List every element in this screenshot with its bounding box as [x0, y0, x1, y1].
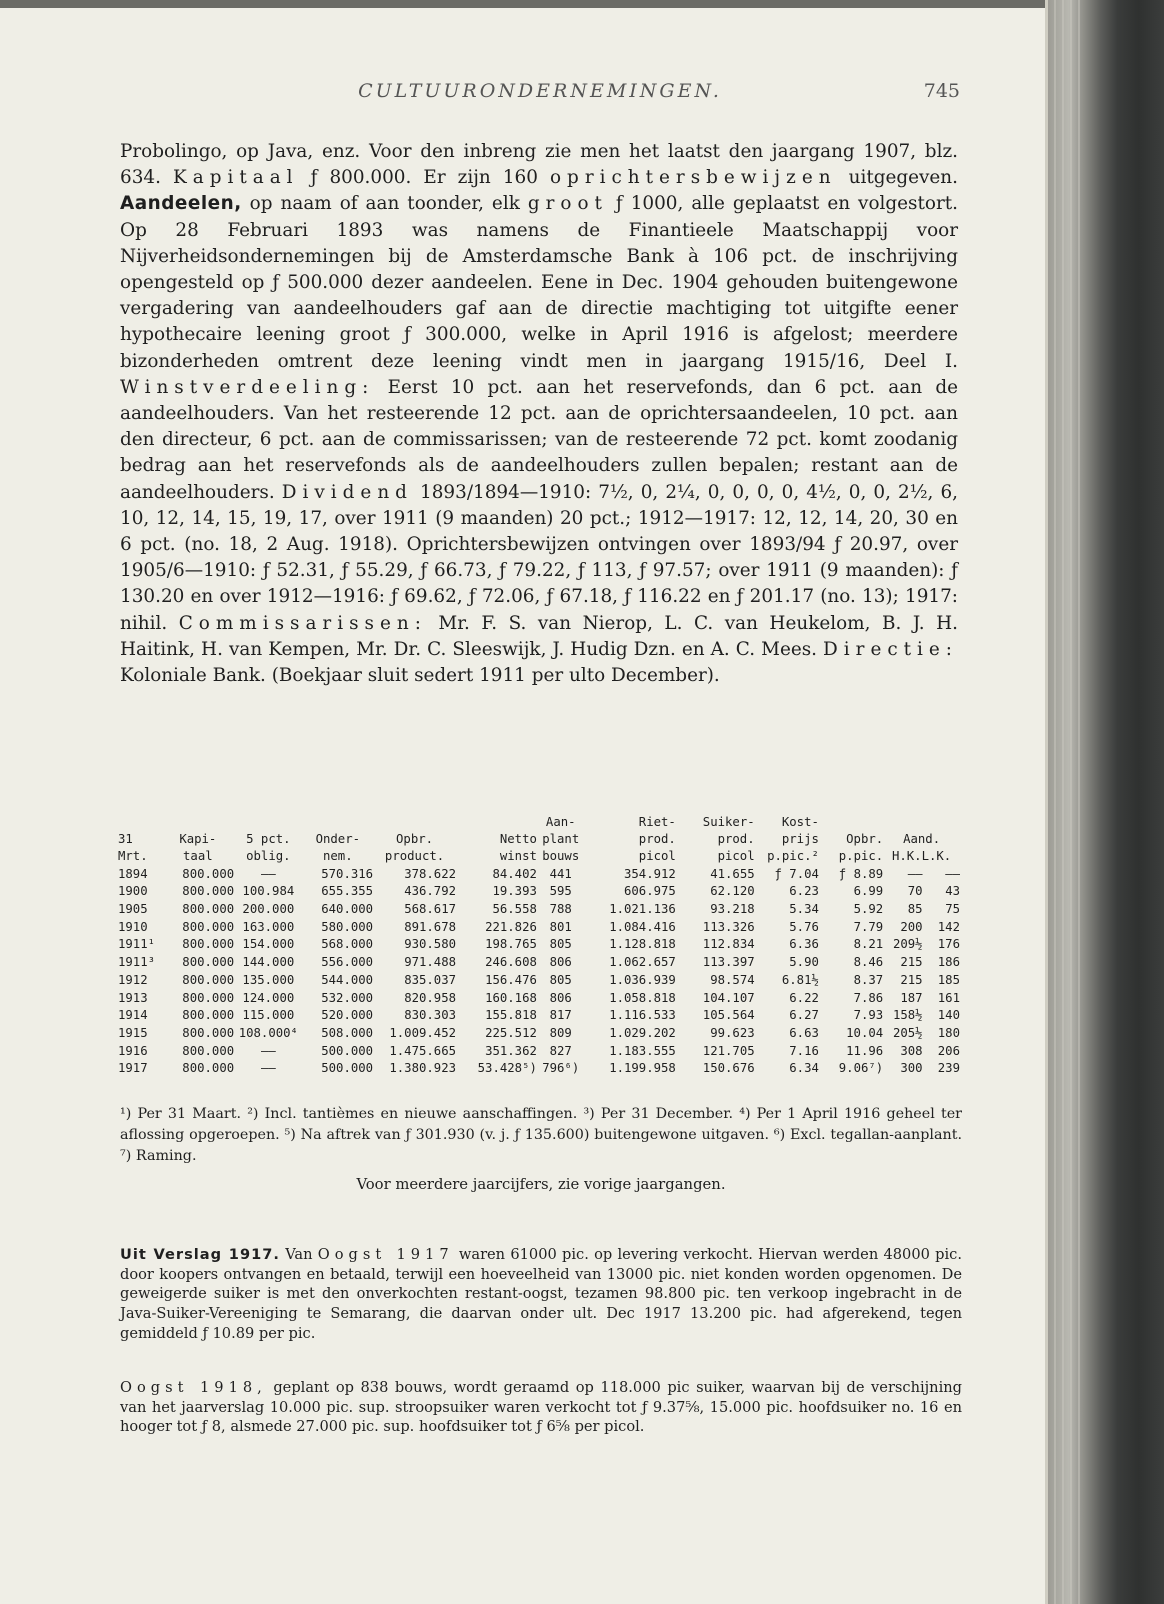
table-cell: 6.23 [789, 884, 819, 899]
oogst-1917-label: Oogst 1917 [317, 1246, 454, 1263]
table-cell: 971.488 [404, 955, 457, 970]
text-segment: geplant op 838 bouws, wordt geraamd op 118.000 pic suiker, waarvan bij de verschijning van het jaarverslag 10.000 pic. sup. stroopsuiker waren verkocht tot ƒ 9.37⅝, 15.000 pic. hoofdsuiker no. 16 en hooger tot ƒ 8, alsmede 27.000 pic. sup. hoofdsuiker tot ƒ 6⅝ per picol. [120, 1379, 962, 1436]
table-cell: 1.036.939 [609, 972, 676, 987]
table-cell: 75 [945, 902, 960, 917]
table-cell: 1917 [118, 1061, 148, 1076]
page-number: 745 [923, 80, 960, 102]
table-cell: 800.000 [182, 1043, 235, 1058]
table-cell: 351.362 [485, 1043, 537, 1058]
table-cell: —— [907, 866, 923, 881]
table-cell: 1913 [118, 990, 148, 1005]
table-cell: 1.475.665 [389, 1043, 457, 1058]
table-cell: 155.818 [485, 1008, 537, 1023]
table-cell: 830.303 [404, 1008, 457, 1023]
table-cell: 806 [549, 955, 572, 970]
table-cell: 7.16 [789, 1043, 819, 1058]
directie-label: Directie: [823, 638, 958, 660]
table-header-cell [819, 812, 883, 829]
running-title: CULTUURONDERNEMINGEN. [358, 80, 722, 102]
text-segment: Eerst 10 pct. aan het reservefonds, dan 6 pct. aan de aandeelhouders. Van het resteerende 12 pct. aan de oprichtersaandeelen, 10 pct. aan den directeur, 6 pct. aan de commissarissen; van de resteerende 72 pct. komt zoodanig bedrag aan het reservefonds als de aandeelhouders zullen bepalen; restant aan de aandeelhouders. [120, 376, 958, 503]
table-cell: ƒ 7.04 [774, 866, 819, 881]
table-header-cell: bouws [542, 849, 580, 863]
oprichtersbewijzen-label: oprichtersbewijzen [549, 167, 837, 189]
table-cell: 150.676 [702, 1061, 755, 1076]
table-cell: 508.000 [321, 1025, 374, 1040]
table-cell: 1.199.958 [609, 1061, 676, 1076]
table-cell: 154.000 [242, 937, 295, 952]
table-cell: 1905 [118, 902, 148, 917]
table-cell: 113.326 [702, 919, 755, 934]
table-cell: 144.000 [242, 955, 295, 970]
table-header-cell: 5 pct. [246, 832, 291, 846]
table-row [118, 987, 960, 1005]
table-cell: 6.36 [789, 937, 819, 952]
table-cell: 93.218 [710, 902, 755, 917]
table-cell: 5.76 [789, 919, 819, 934]
table-cell: 800.000 [182, 866, 235, 881]
table-cell: 800.000 [182, 990, 235, 1005]
table-header-cell: Kapi- [179, 832, 217, 846]
table-cell: 835.037 [404, 972, 457, 987]
table-cell: 215 [900, 955, 923, 970]
table-cell: 520.000 [321, 1008, 374, 1023]
table-header-row [118, 846, 960, 863]
table-cell: 500.000 [321, 1043, 374, 1058]
table-header-cell: Mrt. [118, 849, 148, 863]
table-row [118, 1058, 960, 1076]
table-cell: 800.000 [182, 972, 235, 987]
table-cell: 115.000 [242, 1008, 295, 1023]
book-edge [1048, 0, 1164, 1604]
table-cell: 1.058.818 [609, 990, 676, 1005]
table-cell: 1910 [118, 919, 148, 934]
table-cell: —— [260, 866, 276, 881]
table-cell: 809 [549, 1025, 572, 1040]
table-cell: 7.86 [853, 990, 884, 1005]
table-cell: 10.04 [846, 1025, 884, 1040]
table-cell: 1.021.136 [609, 902, 676, 917]
table-cell: 640.000 [321, 902, 374, 917]
table-cell: 800.000 [182, 1025, 235, 1040]
text-segment: ƒ 800.000. Er zijn 160 [298, 167, 550, 189]
table-header-cell: picol [717, 849, 755, 863]
table-header-cell: Netto [499, 832, 537, 846]
table-cell: 800.000 [182, 1061, 235, 1076]
annual-figures-table [118, 812, 960, 1075]
table-header-cell: Opbr. [396, 832, 434, 846]
table-cell: 1.183.555 [609, 1043, 676, 1058]
table-cell: 570.316 [321, 866, 374, 881]
table-cell: 158½ [892, 1008, 923, 1023]
table-cell: 378.622 [404, 866, 457, 881]
table-cell: 1915 [118, 1025, 148, 1040]
table-cell: 209½ [892, 937, 923, 952]
table-cell: 8.37 [853, 972, 884, 987]
text-segment: Probolingo, op Java, enz. Voor den inbreng zie men het laatst den jaargang 1907, blz. 634. [120, 141, 958, 189]
table-cell: —— [260, 1061, 276, 1076]
table-cell: 796⁶) [542, 1061, 580, 1076]
table-cell: 6.22 [789, 990, 819, 1005]
table-cell: 595 [549, 884, 572, 899]
table-cell: 215 [900, 972, 923, 987]
table-cell: 160.168 [485, 990, 537, 1005]
table-row [118, 969, 960, 987]
table-cell: 606.975 [624, 884, 676, 899]
table-cell: 200 [900, 919, 923, 934]
commissarissen-label: Commissarissen: [178, 612, 427, 634]
table-cell: 62.120 [710, 884, 755, 899]
table-header-cell: Kost- [781, 815, 819, 829]
table-cell: 206 [937, 1043, 960, 1058]
table-cell: 800.000 [182, 919, 235, 934]
table-header-cell: prod. [638, 832, 676, 846]
table-header-cell: prod. [717, 832, 755, 846]
table-cell: 1911³ [118, 955, 156, 970]
table-cell: 56.558 [492, 902, 537, 917]
table-header-cell: product. [384, 849, 445, 863]
table-cell: 163.000 [242, 919, 295, 934]
table-cell: 308 [900, 1043, 923, 1058]
table-cell: 5.92 [853, 902, 884, 917]
table-header-cell [456, 812, 537, 829]
table-cell: 1.128.818 [609, 937, 676, 952]
table-cell: 113.397 [702, 955, 755, 970]
table-header-cell: Opbr. [846, 832, 884, 846]
table-header-cell [373, 812, 456, 829]
table-row [118, 951, 960, 969]
table-cell: 121.705 [702, 1043, 755, 1058]
table-cell: 187 [900, 990, 923, 1005]
table-cell: 930.580 [404, 937, 457, 952]
table-cell: 246.608 [485, 955, 537, 970]
table-cell: 6.34 [789, 1061, 819, 1076]
table-cell: 108.000⁴ [238, 1025, 298, 1040]
table-cell: 200.000 [242, 902, 295, 917]
table-header-cell: H.K.L.K. [891, 849, 952, 863]
table-header-cell: oblig. [246, 849, 291, 863]
table-cell: 568.000 [321, 937, 374, 952]
table-cell: 5.90 [789, 955, 819, 970]
table-cell: 1911¹ [118, 937, 156, 952]
table-header-cell [118, 812, 162, 829]
table-cell: 827 [549, 1043, 572, 1058]
table-cell: 1.116.533 [609, 1008, 676, 1023]
groot-label: groot [527, 193, 608, 215]
table-header-cell [883, 812, 960, 829]
table-cell: 11.96 [846, 1043, 884, 1058]
table-cell: 239 [937, 1061, 960, 1076]
table-cell: ƒ 8.89 [838, 866, 884, 881]
table-row [118, 1005, 960, 1023]
kapitaal-label: Kapitaal [173, 167, 299, 189]
table-cell: 112.834 [702, 937, 755, 952]
table-cell: 1.062.657 [609, 955, 676, 970]
table-header-row [118, 812, 960, 829]
table-cell: 800.000 [182, 1008, 235, 1023]
oogst-1918-label: Oogst 1918, [120, 1379, 267, 1396]
table-cell: 7.79 [853, 919, 884, 934]
table-cell: 225.512 [485, 1025, 537, 1040]
report-1917 [120, 1245, 962, 1344]
table-cell: 1.029.202 [609, 1025, 676, 1040]
table-cell: 800.000 [182, 884, 235, 899]
table-cell: 41.655 [710, 866, 755, 881]
table-footnotes: ¹) Per 31 Maart. ²) Incl. tantièmes en nieuwe aanschaffingen. ³) Per 31 December. ⁴) Per 1 April 1916 geheel ter aflossing opgeroepen. ⁵) Na aftrek van ƒ 301.930 (v. j. ƒ 135.600) buitengewone uitgaven. ⁶) Excl. tegallan-aanplant. ⁷) Raming. [120, 1106, 962, 1164]
table-cell: 221.826 [485, 919, 537, 934]
table-cell: 580.000 [321, 919, 374, 934]
table-cell: 124.000 [242, 990, 295, 1005]
table-header-cell: Onder- [315, 832, 361, 846]
company-description [120, 139, 958, 689]
top-edge [0, 0, 1045, 8]
table-cell: 788 [549, 902, 572, 917]
text-segment: Van [279, 1246, 318, 1263]
table-header-cell [303, 812, 374, 829]
table-header-cell: winst [499, 849, 537, 863]
table-cell: 500.000 [321, 1061, 374, 1076]
table-cell: 805 [549, 937, 572, 952]
oogst-1918 [120, 1378, 962, 1437]
text-segment: Mr. F. S. van Nierop, L. C. van Heukelom, B. J. H. Haitink, H. van Kempen, Mr. Dr. C. Sleeswijk, J. Hudig Dzn. en A. C. Mees. [120, 612, 958, 660]
table-header-cell: plant [542, 832, 580, 846]
table-cell: 817 [549, 1008, 572, 1023]
table-cell: 655.355 [321, 884, 374, 899]
table-row [118, 934, 960, 952]
table-cell: 1900 [118, 884, 148, 899]
table-cell: —— [260, 1043, 276, 1058]
table-row [118, 1022, 960, 1040]
table-header-cell: prijs [781, 832, 819, 846]
table-cell: 99.623 [710, 1025, 755, 1040]
table-cell: 556.000 [321, 955, 374, 970]
table-row [118, 898, 960, 916]
aandeelen-label: Aandeelen, [120, 193, 242, 215]
text-segment: ƒ 1000, alle geplaatst en volgestort. Op 28 Februari 1893 was namens de Finantieele Maatschappij voor Nijverheidsondernemingen bij de Amsterdamsche Bank à 106 pct. de inschrijving opengesteld op ƒ 500.000 dezer aandeelen. Eene in Dec. 1904 gehouden buitengewone vergadering van aandeelhouders gaf aan de directie machtiging tot uitgifte eener hypothecaire leening groot ƒ 300.000, welke in April 1916 is afgelost; meerdere bizonderheden omtrent deze leening vindt men in jaargang 1915/16, Deel I. [120, 193, 958, 372]
text-segment: Koloniale Bank. (Boekjaar sluit sedert 1911 per ulto December). [120, 665, 720, 687]
table-cell: 891.678 [404, 919, 457, 934]
table-header-cell: taal [183, 849, 213, 863]
table-header-cell: p.pic. [838, 849, 884, 863]
table-cell: 1912 [118, 972, 148, 987]
table-cell: 6.99 [853, 884, 884, 899]
table-cell: 7.93 [853, 1008, 884, 1023]
table-cell: 156.476 [485, 972, 537, 987]
table-cell: 1.084.416 [609, 919, 676, 934]
table-cell: 161 [937, 990, 960, 1005]
table-header-row [118, 829, 960, 846]
table-header-cell: Aand. [903, 832, 941, 846]
table-cell: 801 [549, 919, 572, 934]
table-cell: 441 [549, 866, 572, 881]
table-row [118, 916, 960, 934]
table-cell: 6.27 [789, 1008, 819, 1023]
table-header-cell [162, 812, 235, 829]
table-cell: 135.000 [242, 972, 295, 987]
table-cell: 8.46 [853, 955, 884, 970]
table-cell: 800.000 [182, 955, 235, 970]
table-cell: 100.984 [242, 884, 295, 899]
table-cell: 180 [937, 1025, 960, 1040]
table-cell: 19.393 [492, 884, 537, 899]
table-cell: 205½ [892, 1025, 923, 1040]
table-row [118, 1040, 960, 1058]
table-cell: 806 [549, 990, 572, 1005]
table-cell: 104.107 [702, 990, 755, 1005]
table-cell: 142 [937, 919, 960, 934]
table-cell: 198.765 [485, 937, 537, 952]
table-header-cell: Aan- [545, 815, 576, 829]
table-cell: 800.000 [182, 937, 235, 952]
table-cell: 568.617 [404, 902, 457, 917]
table-cell: 436.792 [404, 884, 457, 899]
table-cell: 53.428⁵) [477, 1061, 537, 1076]
table-cell: 1.380.923 [389, 1061, 457, 1076]
table-cell: 1.009.452 [389, 1025, 457, 1040]
table-cell: 532.000 [321, 990, 374, 1005]
table-cell: 5.34 [789, 902, 819, 917]
table-cell: 70 [907, 884, 923, 899]
winstverdeeling-label: Winstverdeeling: [120, 376, 375, 398]
table-cell: 1916 [118, 1043, 148, 1058]
table-cell: 805 [549, 972, 572, 987]
table-cell: 800.000 [182, 902, 235, 917]
table-cell: 186 [937, 955, 960, 970]
table-cell: 43 [945, 884, 960, 899]
table-header-cell: nem. [323, 849, 353, 863]
text-segment: waren 61000 pic. op levering verkocht. Hiervan werden 48000 pic. door koopers ontvangen en betaald, terwijl een hoeveelheid van 13000 pic. niet konden worden opgenomen. De geweigerde suiker is met den onverkochten restant-oogst, tezamen 98.800 pic. ten verkoop ingebracht in de Java-Suiker-Vereeniging te Semarang, die daarvan onder ult. Dec 1917 13.200 pic. had afgerekend, tegen gemiddeld ƒ 10.89 per pic. [120, 1246, 962, 1342]
table-cell: 105.564 [702, 1008, 755, 1023]
table-cell: 1914 [118, 1008, 148, 1023]
table-header-cell: p.pic.² [767, 849, 819, 863]
table-header-cell: picol [638, 849, 676, 863]
table-cell: 1894 [118, 866, 148, 881]
text-segment: uitgegeven. [836, 167, 958, 189]
table-cell: 6.81½ [781, 972, 819, 987]
table-cell: 176 [937, 937, 960, 952]
report-heading: Uit Verslag 1917. [120, 1246, 280, 1263]
text-segment: 1893/1894—1910: 7½, 0, 2¼, 0, 0, 0, 0, 4½, 0, 0, 2½, 6, 10, 12, 14, 15, 19, 17, over 1911 (9 maanden) 20 pct.; 1912—1917: 12, 12, 14, 20, 30 en 6 pct. (no. 18, 2 Aug. 1918). Oprichtersbewijzen ontvingen over 1893/94 ƒ 20.97, over 1905/6—1910: ƒ 52.31, ƒ 55.29, ƒ 66.73, ƒ 79.22, ƒ 113, ƒ 97.57; over 1911 (9 maanden): ƒ 130.20 en over 1912—1916: ƒ 69.62, ƒ 72.06, ƒ 67.18, ƒ 116.22 en ƒ 201.17 (no. 13); 1917: nihil. [120, 481, 958, 634]
table-cell: 354.912 [624, 866, 676, 881]
dividend-label: Dividend [281, 481, 413, 503]
table-cell: 85 [907, 902, 923, 917]
table-cell: 820.958 [404, 990, 457, 1005]
table-header-cell: Riet- [638, 815, 676, 829]
table-cell: 98.574 [710, 972, 755, 987]
table-header-cell: 31 [118, 832, 133, 846]
table-row [118, 881, 960, 899]
table-cell: 6.63 [789, 1025, 819, 1040]
text-segment: op naam of aan toonder, elk [241, 193, 528, 215]
running-header [120, 80, 960, 108]
table-cell: 8.21 [853, 937, 884, 952]
table-cell: 300 [900, 1061, 923, 1076]
table-cell: 185 [937, 972, 960, 987]
table-header-cell: Suiker- [702, 815, 755, 829]
table-row [118, 863, 960, 881]
table-cell: 84.402 [492, 866, 537, 881]
more-years-note: Voor meerdere jaarcijfers, zie vorige jaargangen. [356, 1176, 726, 1193]
table-cell: —— [945, 866, 960, 881]
table-header-cell [234, 812, 302, 829]
table-cell: 544.000 [321, 972, 374, 987]
table-cell: 9.06⁷) [838, 1061, 884, 1076]
table-cell: 140 [937, 1008, 960, 1023]
